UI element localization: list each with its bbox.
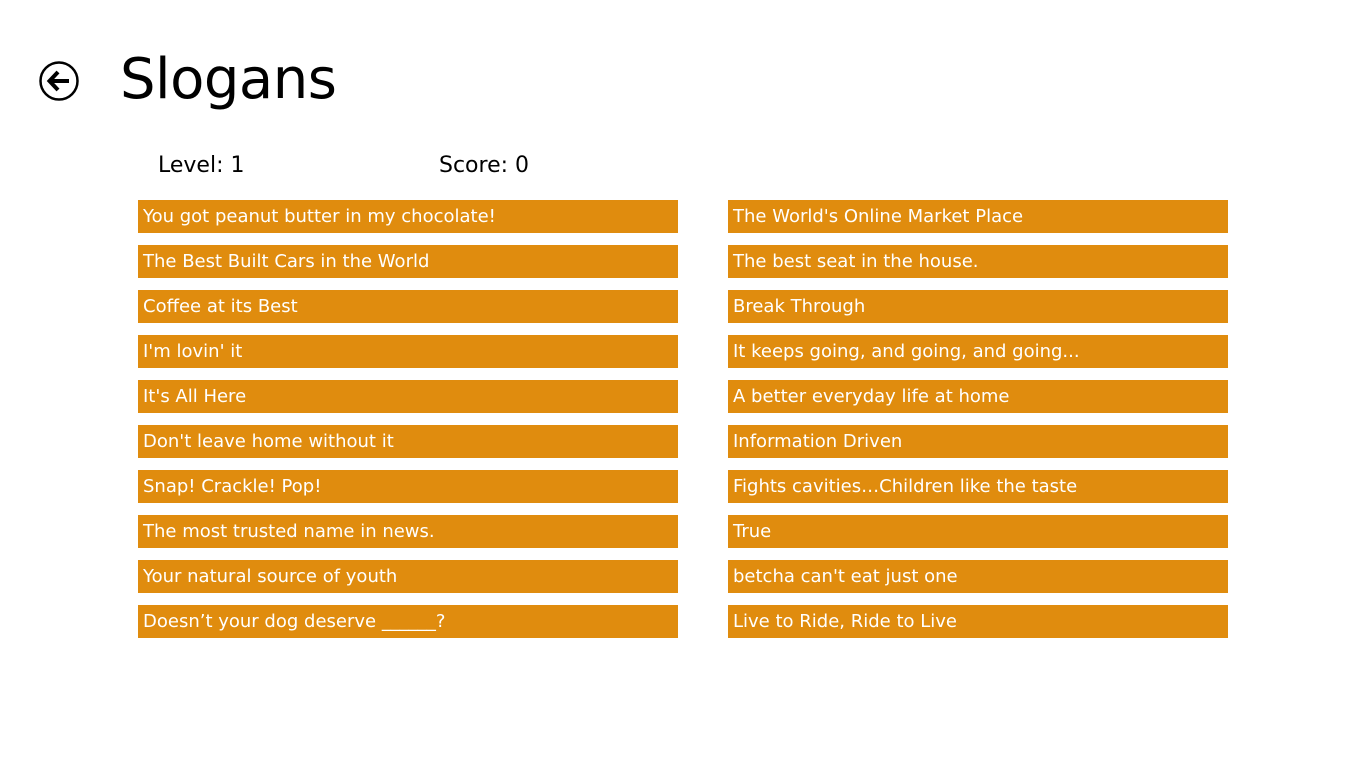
slogan-tile[interactable]: Coffee at its Best	[138, 290, 678, 323]
slogan-tile[interactable]: betcha can't eat just one	[728, 560, 1228, 593]
slogan-tile[interactable]: Don't leave home without it	[138, 425, 678, 458]
back-button[interactable]	[39, 61, 79, 101]
slogan-tile[interactable]: A better everyday life at home	[728, 380, 1228, 413]
page-title: Slogans	[120, 47, 337, 112]
slogan-tile[interactable]: Information Driven	[728, 425, 1228, 458]
slogan-tile[interactable]: It keeps going, and going, and going...	[728, 335, 1228, 368]
slogan-tile[interactable]: Break Through	[728, 290, 1228, 323]
score-indicator: Score: 0	[439, 153, 530, 178]
slogan-tile[interactable]: Doesn’t your dog deserve ______?	[138, 605, 678, 638]
slogan-tile[interactable]: I'm lovin' it	[138, 335, 678, 368]
slogan-tile[interactable]: The Best Built Cars in the World	[138, 245, 678, 278]
slogan-tile[interactable]: Fights cavities…Children like the taste	[728, 470, 1228, 503]
brands-right-column	[728, 200, 1228, 650]
level-indicator: Level: 1	[158, 153, 245, 178]
slogan-tile[interactable]: Your natural source of youth	[138, 560, 678, 593]
slogan-tile[interactable]: Snap! Crackle! Pop!	[138, 470, 678, 503]
slogan-tile[interactable]: True	[728, 515, 1228, 548]
slogan-tile[interactable]: The most trusted name in news.	[138, 515, 678, 548]
slogan-tile[interactable]: You got peanut butter in my chocolate!	[138, 200, 678, 233]
slogan-tile[interactable]: The best seat in the house.	[728, 245, 1228, 278]
slogans-left-column	[138, 200, 678, 650]
slogan-tile[interactable]: Live to Ride, Ride to Live	[728, 605, 1228, 638]
slogan-tile[interactable]: It's All Here	[138, 380, 678, 413]
slogan-tile[interactable]: The World's Online Market Place	[728, 200, 1228, 233]
arrow-left-circle-icon	[39, 61, 79, 101]
